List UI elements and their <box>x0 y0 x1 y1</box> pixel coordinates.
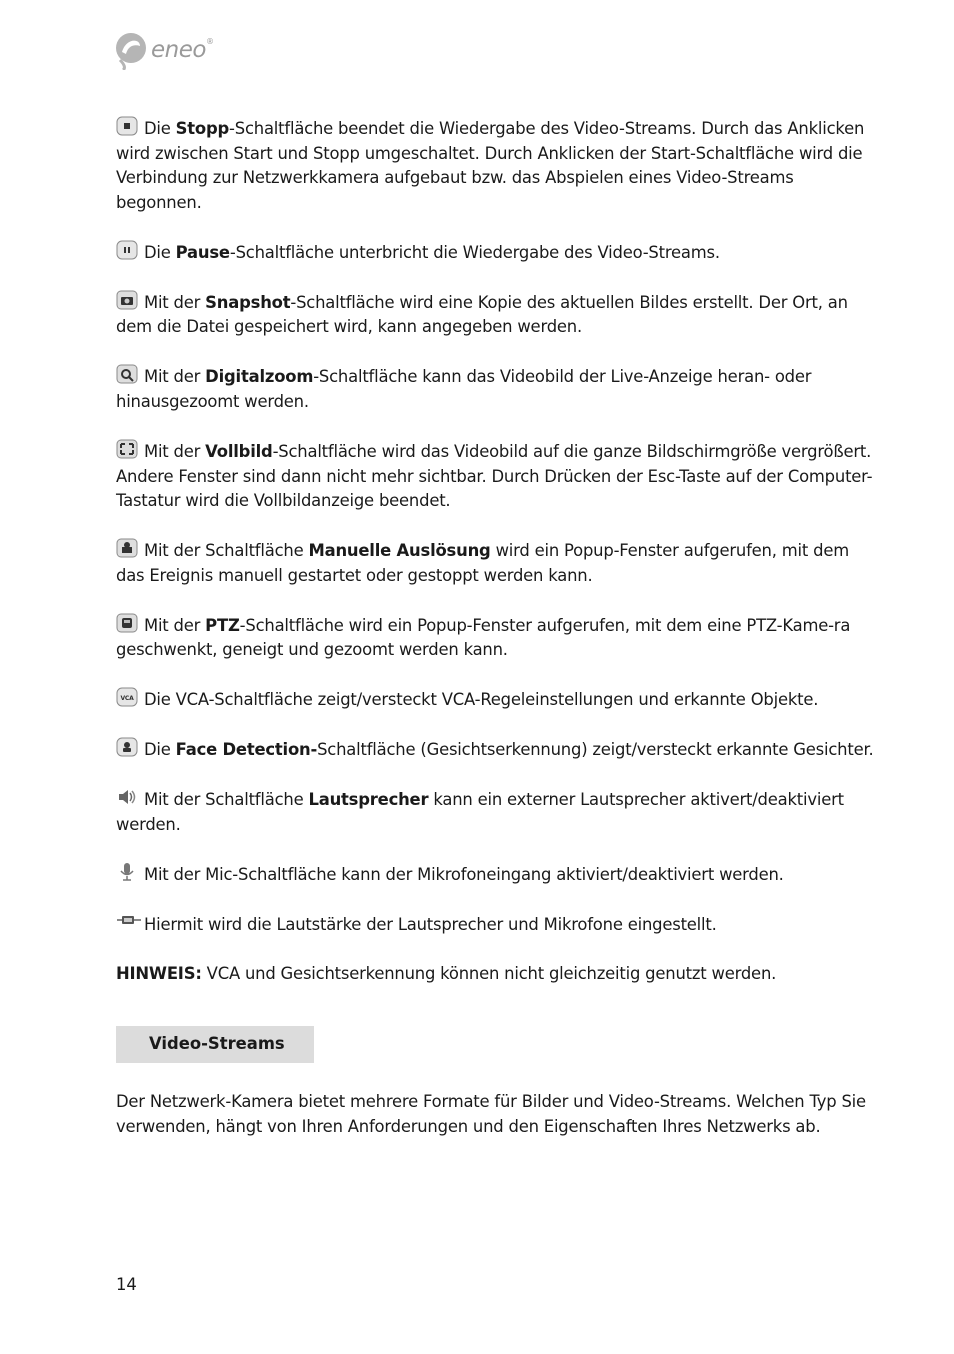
microphone-icon <box>116 862 138 882</box>
manual-trigger-icon <box>116 538 138 558</box>
pause-icon <box>116 240 138 260</box>
paragraph-face-detection: Die Face Detection-Schaltfläche (Gesichtserkennung) zeigt/versteckt erkannte Gesichter. <box>116 737 878 763</box>
section-body: Der Netzwerk-Kamera bietet mehrere Formate für Bilder und Video-Streams. Welchen Typ Sie verwenden, hängt von Ihren Anforderungen und den Eigenschaften Ihres Netzwerks ab. <box>116 1092 866 1136</box>
paragraph-digitalzoom: Mit der Digitalzoom-Schaltfläche kann das Videobild der Live-Anzeige heran- oder hinausgezoomt werden. <box>116 364 878 414</box>
paragraph-stop: Die Stopp-Schaltfläche beendet die Wiedergabe des Video-Streams. Durch das Anklicken wird zwischen Start und Stopp umgeschaltet. Durch Anklicken der Start-Schaltfläche wird die Verbindung zur Netzwerkkamera aufgebaut bzw. das Abspielen eines Video-Streams begonnen. <box>116 116 878 215</box>
face-detection-icon <box>116 737 138 757</box>
page-number: 14 <box>116 1275 137 1294</box>
note-paragraph <box>116 962 878 987</box>
paragraph-microphone: Mit der Mic-Schaltfläche kann der Mikrofoneingang aktiviert/deaktiviert werden. <box>116 862 878 888</box>
svg-text:VCA: VCA <box>120 695 134 703</box>
note-text: VCA und Gesichtserkennung können nicht gleichzeitig genutzt werden. <box>201 963 777 983</box>
brand-name: eneo® <box>151 37 214 63</box>
paragraph-ptz: Mit der PTZ-Schaltfläche wird ein Popup-Fenster aufgerufen, mit dem eine PTZ-Kame-ra geschwenkt, geneigt und gezoomt werden kann. <box>116 613 878 663</box>
note-label: HINWEIS: <box>116 963 202 983</box>
eneo-logo-icon <box>114 30 148 70</box>
digitalzoom-icon <box>116 364 138 384</box>
paragraph-snapshot: Mit der Snapshot-Schaltfläche wird eine Kopie des aktuellen Bildes erstellt. Der Ort, an dem die Datei gespeichert wird, kann angegeben werden. <box>116 290 878 340</box>
ptz-icon <box>116 613 138 633</box>
section-heading: Video-Streams <box>116 1026 314 1063</box>
stop-icon <box>116 116 138 136</box>
paragraph-speaker: Mit der Schaltfläche Lautsprecher kann ein externer Lautsprecher aktivert/deaktiviert werden. <box>116 787 878 837</box>
paragraph-volume: Hiermit wird die Lautstärke der Lautsprecher und Mikrofone eingestellt. <box>116 912 878 938</box>
vca-icon <box>116 687 138 707</box>
volume-slider-icon <box>116 912 142 932</box>
paragraph-pause: Die Pause-Schaltfläche unterbricht die Wiedergabe des Video-Streams. <box>116 240 878 266</box>
paragraph-fullscreen: Mit der Vollbild-Schaltfläche wird das Videobild auf die ganze Bildschirmgröße vergrößert. Andere Fenster sind dann nicht mehr sichtbar. Durch Drücken der Esc-Taste auf der Computer-Tastatur wird die Vollbildanzeige beendet. <box>116 439 878 514</box>
fullscreen-icon <box>116 439 138 459</box>
document-body <box>116 116 878 1164</box>
paragraph-vca: VCA Die VCA-Schaltfläche zeigt/versteckt VCA-Regeleinstellungen und erkannte Objekte. <box>116 687 878 713</box>
brand-logo <box>114 28 213 72</box>
snapshot-icon <box>116 290 138 310</box>
speaker-icon <box>116 787 138 807</box>
paragraph-manual-trigger: Mit der Schaltfläche Manuelle Auslösung wird ein Popup-Fenster aufgerufen, mit dem das Ereignis manuell gestartet oder gestoppt werden kann. <box>116 538 878 588</box>
